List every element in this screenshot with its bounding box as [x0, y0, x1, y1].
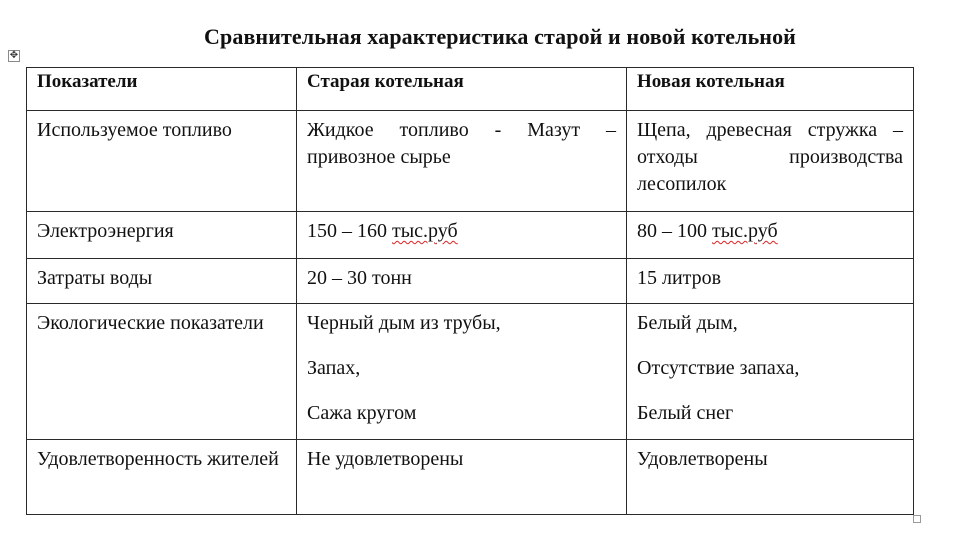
old-electricity-unit: тыс.руб — [392, 220, 458, 242]
cell-indicator-water: Затраты воды — [27, 259, 297, 304]
cell-new-satisfaction: Удовлетворены — [627, 440, 914, 515]
cell-new-ecology — [627, 304, 914, 440]
table-resize-handle[interactable] — [913, 515, 921, 523]
old-ecology-line: Черный дым из трубы, — [307, 312, 501, 334]
cell-indicator-ecology: Экологические показатели — [27, 304, 297, 440]
new-ecology-line: Белый снег — [637, 402, 734, 424]
new-ecology-line: Белый дым, — [637, 312, 738, 334]
table-header-row — [27, 68, 914, 111]
table-row — [27, 440, 914, 515]
document-title: Сравнительная характеристика старой и новой котельной — [204, 24, 796, 49]
cell-new-fuel: Щепа, древесная стружка – отходы производства лесопилок — [627, 111, 914, 212]
header-cell-new-boiler: Новая котельная — [627, 68, 914, 111]
old-ecology-line: Запах, — [307, 357, 361, 379]
cell-new-water: 15 литров — [627, 259, 914, 304]
comparison-table — [26, 67, 914, 515]
cell-old-satisfaction: Не удовлетворены — [297, 440, 627, 515]
cell-new-electricity — [627, 212, 914, 259]
old-ecology-line: Сажа кругом — [307, 402, 417, 424]
table-row — [27, 212, 914, 259]
cell-old-fuel: Жидкое топливо - Мазут – привозное сырье — [297, 111, 627, 212]
table-move-handle-icon[interactable]: ✥ — [9, 50, 19, 61]
old-electricity-amount: 150 – 160 — [307, 220, 392, 242]
table-row — [27, 304, 914, 440]
cell-indicator-satisfaction: Удовлетворенность жителей — [27, 440, 297, 515]
cell-indicator-fuel: Используемое топливо — [27, 111, 297, 212]
cell-old-water: 20 – 30 тонн — [297, 259, 627, 304]
new-electricity-unit: тыс.руб — [712, 220, 778, 242]
header-cell-indicators: Показатели — [27, 68, 297, 111]
cell-old-electricity — [297, 212, 627, 259]
new-electricity-amount: 80 – 100 — [637, 220, 712, 242]
table-row — [27, 111, 914, 212]
header-cell-old-boiler: Старая котельная — [297, 68, 627, 111]
new-ecology-line: Отсутствие запаха, — [637, 357, 800, 379]
cell-indicator-electricity: Электроэнергия — [27, 212, 297, 259]
table-row — [27, 259, 914, 304]
cell-old-ecology — [297, 304, 627, 440]
